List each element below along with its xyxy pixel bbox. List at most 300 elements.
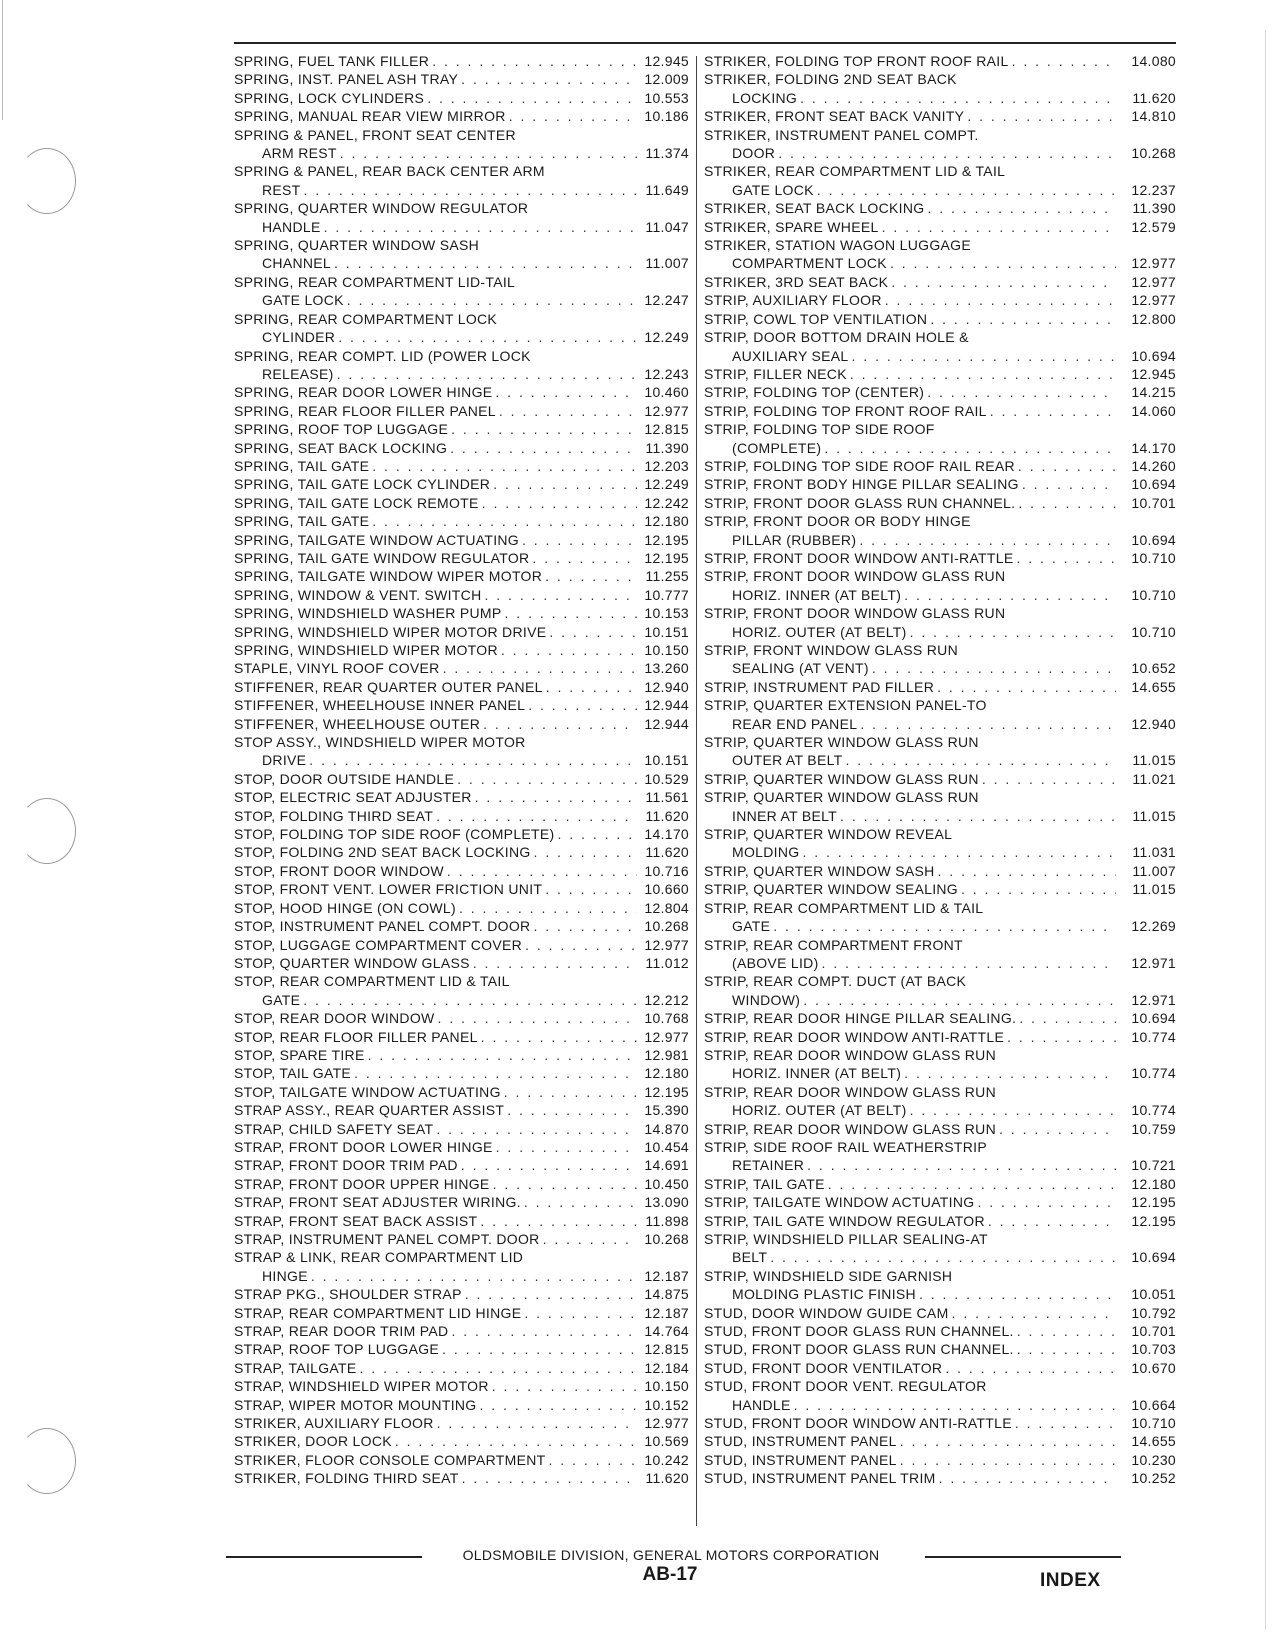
index-entry <box>704 880 1176 898</box>
index-entry <box>704 1212 1176 1230</box>
entry-text: SPRING, REAR DOOR LOWER HINGE <box>234 384 493 401</box>
index-entry <box>704 52 1176 70</box>
dot-leader <box>470 954 637 972</box>
dot-leader <box>434 1414 637 1432</box>
entry-page-ref: 14.875 <box>644 1286 689 1303</box>
entry-text: STRIP, QUARTER WINDOW REVEAL <box>704 826 953 843</box>
entry-page-ref: 10.152 <box>644 1396 689 1413</box>
entry-page-ref: 12.247 <box>644 292 689 309</box>
index-entry <box>234 733 689 770</box>
dot-leader <box>308 1267 637 1285</box>
entry-text: WINDOW) <box>732 991 801 1008</box>
entry-page-ref: 10.774 <box>1131 1065 1176 1082</box>
index-entry <box>234 126 689 163</box>
entry-text: STRIKER, FOLDING THIRD SEAT <box>234 1470 459 1487</box>
entry-page-ref: 10.186 <box>644 108 689 125</box>
dot-leader <box>936 1469 1116 1487</box>
entry-text: GATE <box>732 918 771 935</box>
entry-text: STRAP & LINK, REAR COMPARTMENT LID <box>234 1249 524 1266</box>
dot-leader <box>949 1304 1116 1322</box>
entry-page-ref: 10.151 <box>644 623 689 640</box>
index-entry <box>704 107 1176 125</box>
index-entry <box>704 1322 1176 1340</box>
entry-page-ref: 11.015 <box>1132 881 1176 898</box>
entry-text: BELT <box>732 1249 768 1266</box>
entry-page-ref: 12.203 <box>644 457 689 474</box>
dot-leader <box>1016 1009 1116 1027</box>
entry-text: CYLINDER <box>262 329 336 346</box>
dot-leader <box>888 273 1116 291</box>
dot-leader <box>392 1432 637 1450</box>
entry-text: STRIP, FILLER NECK <box>704 365 847 382</box>
index-entry <box>234 659 689 677</box>
index-entry <box>234 1396 689 1414</box>
index-entry <box>234 512 689 530</box>
dot-leader <box>529 549 637 567</box>
entry-text: STRIP, REAR DOOR WINDOW GLASS RUN <box>704 1083 997 1100</box>
entry-text: HANDLE <box>262 218 321 235</box>
dot-leader <box>935 862 1116 880</box>
dot-leader <box>1014 1322 1116 1340</box>
entry-page-ref: 14.655 <box>1131 678 1176 695</box>
index-entry <box>704 788 1176 825</box>
index-entry <box>704 1469 1176 1487</box>
entry-page-ref: 12.977 <box>1131 273 1176 290</box>
entry-text: STOP, INSTRUMENT PANEL COMPT. DOOR <box>234 918 531 935</box>
dot-leader <box>546 623 637 641</box>
entry-page-ref: 10.701 <box>1131 494 1176 511</box>
entry-text: MOLDING PLASTIC FINISH <box>732 1286 916 1303</box>
index-entry <box>704 604 1176 641</box>
dot-leader <box>942 1359 1116 1377</box>
entry-text: SPRING, TAIL GATE <box>234 457 370 474</box>
entry-text: STOP, FOLDING THIRD SEAT <box>234 807 434 824</box>
entry-text: STOP, SPARE TIRE <box>234 1046 365 1063</box>
entry-text: STRIP, QUARTER WINDOW GLASS RUN <box>704 770 979 787</box>
dot-leader <box>974 1193 1116 1211</box>
entry-text: STOP, HOOD HINGE (ON COWL) <box>234 899 456 916</box>
entry-text: STUD, INSTRUMENT PANEL <box>704 1433 897 1450</box>
entry-text: PILLAR (RUBBER) <box>732 531 857 548</box>
dot-leader <box>357 1359 637 1377</box>
footer-rule <box>226 1556 422 1558</box>
dot-leader <box>985 1212 1116 1230</box>
dot-leader <box>837 807 1116 825</box>
section-label: INDEX <box>1040 1570 1101 1591</box>
page-edge <box>2 0 3 120</box>
entry-page-ref: 11.007 <box>1132 862 1176 879</box>
entry-page-ref: 11.015 <box>1132 807 1176 824</box>
index-entry <box>704 862 1176 880</box>
entry-page-ref: 10.694 <box>1131 476 1176 493</box>
index-entry <box>704 1432 1176 1450</box>
entry-page-ref: 14.764 <box>644 1323 689 1340</box>
index-entry <box>704 162 1176 199</box>
entry-text: STRIP, DOOR BOTTOM DRAIN HOLE & <box>704 329 969 346</box>
entry-text: STUD, FRONT DOOR WINDOW ANTI-RATTLE <box>704 1415 1012 1432</box>
entry-page-ref: 14.215 <box>1131 384 1176 401</box>
index-entry <box>234 420 689 438</box>
entry-text: (COMPLETE) <box>732 439 822 456</box>
entry-text: STRAP, WINDSHIELD WIPER MOTOR <box>234 1378 489 1395</box>
entry-text: STUD, FRONT DOOR VENTILATOR <box>704 1359 943 1376</box>
index-entry <box>234 70 689 88</box>
dot-leader <box>964 107 1116 125</box>
index-entry <box>704 310 1176 328</box>
index-entry <box>234 770 689 788</box>
dot-leader <box>433 1120 637 1138</box>
index-entry <box>704 1028 1176 1046</box>
entry-text: STRIP, REAR DOOR WINDOW ANTI-RATTLE <box>704 1028 1005 1045</box>
entry-page-ref: 10.774 <box>1131 1028 1176 1045</box>
entry-page-ref: 12.940 <box>1131 715 1176 732</box>
dot-leader <box>819 954 1116 972</box>
index-entry <box>704 1046 1176 1083</box>
entry-text: STRAP, REAR DOOR TRIM PAD <box>234 1323 449 1340</box>
dot-leader <box>897 1451 1116 1469</box>
entry-text: RETAINER <box>732 1157 805 1174</box>
dot-leader <box>478 1028 637 1046</box>
index-entry <box>704 236 1176 273</box>
index-column-right <box>704 52 1176 1488</box>
dot-leader <box>907 1101 1116 1119</box>
entry-text: SPRING, TAILGATE WINDOW WIPER MOTOR <box>234 568 543 585</box>
index-entry <box>704 936 1176 973</box>
dot-leader <box>504 1101 637 1119</box>
entry-page-ref: 10.252 <box>1131 1470 1176 1487</box>
entry-text: STOP, REAR COMPARTMENT LID & TAIL <box>234 973 510 990</box>
index-entry <box>234 1285 689 1303</box>
entry-text: STRAP, TAILGATE <box>234 1359 357 1376</box>
entry-text: STRIP, TAIL GATE WINDOW REGULATOR <box>704 1212 985 1229</box>
entry-page-ref: 12.971 <box>1131 954 1176 971</box>
dot-leader <box>907 623 1116 641</box>
index-entry <box>704 678 1176 696</box>
dot-leader <box>448 420 637 438</box>
entry-page-ref: 10.553 <box>644 89 689 106</box>
entry-text: STRIP, FOLDING TOP (CENTER) <box>704 384 925 401</box>
dot-leader <box>847 365 1116 383</box>
entry-page-ref: 12.269 <box>1131 918 1176 935</box>
page-edge <box>1265 30 1266 1630</box>
dot-leader <box>301 181 637 199</box>
dot-leader <box>444 862 637 880</box>
index-entry <box>234 788 689 806</box>
entry-text: SPRING, QUARTER WINDOW REGULATOR <box>234 200 529 217</box>
index-entry <box>234 880 689 898</box>
entry-page-ref: 14.691 <box>644 1157 689 1174</box>
index-entry <box>704 494 1176 512</box>
entry-page-ref: 12.237 <box>1131 181 1176 198</box>
entry-page-ref: 10.694 <box>1131 531 1176 548</box>
entry-page-ref: 10.150 <box>644 1378 689 1395</box>
entry-text: STRIKER, SEAT BACK LOCKING <box>704 200 925 217</box>
entry-page-ref: 12.180 <box>1131 1175 1176 1192</box>
dot-leader <box>546 1451 638 1469</box>
dot-leader <box>882 291 1116 309</box>
index-entry <box>704 1175 1176 1193</box>
dot-leader <box>440 659 637 677</box>
entry-text: STRIKER, INSTRUMENT PANEL COMPT. <box>704 126 979 143</box>
entry-text: AUXILIARY SEAL <box>732 347 849 364</box>
entry-text: HINGE <box>262 1267 308 1284</box>
entry-text: STRIKER, FRONT SEAT BACK VANITY <box>704 108 965 125</box>
entry-text: STRIKER, REAR COMPARTMENT LID & TAIL <box>704 163 1006 180</box>
entry-text: STRIP, REAR DOOR WINDOW GLASS RUN <box>704 1120 997 1137</box>
entry-page-ref: 10.716 <box>644 862 689 879</box>
dot-leader <box>337 144 637 162</box>
entry-text: STRAP, REAR COMPARTMENT LID HINGE <box>234 1304 522 1321</box>
entry-page-ref: 11.015 <box>1132 752 1176 769</box>
dot-leader <box>369 457 637 475</box>
dot-leader <box>462 1285 637 1303</box>
index-entry <box>234 1322 689 1340</box>
entry-page-ref: 12.579 <box>1131 218 1176 235</box>
entry-page-ref: 12.945 <box>1131 365 1176 382</box>
dot-leader <box>498 641 637 659</box>
entry-text: SPRING, FUEL TANK FILLER <box>234 53 430 69</box>
index-entry <box>704 402 1176 420</box>
index-entry <box>234 1469 689 1487</box>
dot-leader <box>856 531 1116 549</box>
index-entry <box>234 1064 689 1082</box>
dot-leader <box>797 89 1116 107</box>
entry-text: STRIKER, DOOR LOCK <box>234 1433 392 1450</box>
dot-leader <box>456 899 637 917</box>
entry-text: CHANNEL <box>262 255 332 272</box>
index-entry <box>234 1212 689 1230</box>
index-column-left <box>234 52 689 1488</box>
entry-page-ref: 10.710 <box>1131 549 1176 566</box>
entry-text: HORIZ. OUTER (AT BELT) <box>732 623 907 640</box>
dot-leader <box>916 1285 1116 1303</box>
entry-text: SPRING, SEAT BACK LOCKING <box>234 439 448 456</box>
entry-text: HORIZ. OUTER (AT BELT) <box>732 1102 907 1119</box>
entry-page-ref: 14.655 <box>1131 1433 1176 1450</box>
entry-page-ref: 11.021 <box>1132 770 1176 787</box>
dot-leader <box>770 917 1116 935</box>
entry-text: STOP ASSY., WINDSHIELD WIPER MOTOR <box>234 734 526 751</box>
entry-page-ref: 12.977 <box>644 402 689 419</box>
index-entry <box>234 1083 689 1101</box>
entry-page-ref: 14.060 <box>1131 402 1176 419</box>
entry-text: SPRING, ROOF TOP LUGGAGE <box>234 421 449 438</box>
index-entry <box>234 1432 689 1450</box>
entry-page-ref: 11.012 <box>645 954 689 971</box>
dot-leader <box>542 567 637 585</box>
entry-page-ref: 12.977 <box>644 1028 689 1045</box>
dot-leader <box>300 991 637 1009</box>
entry-page-ref: 10.694 <box>1131 347 1176 364</box>
entry-text: SPRING, WINDSHIELD WASHER PUMP <box>234 605 502 622</box>
dot-leader <box>924 199 1116 217</box>
entry-text: SPRING, INST. PANEL ASH TRAY <box>234 71 459 88</box>
index-entry <box>704 273 1176 291</box>
entry-text: STRIP, FOLDING TOP SIDE ROOF <box>704 421 935 438</box>
entry-text: HORIZ. INNER (AT BELT) <box>732 586 902 603</box>
dot-leader <box>987 402 1116 420</box>
punch-hole-icon <box>18 798 76 864</box>
dot-leader <box>814 181 1116 199</box>
index-entry <box>234 383 689 401</box>
dot-leader <box>821 439 1116 457</box>
punch-hole-icon <box>18 1428 76 1494</box>
entry-page-ref: 13.260 <box>644 660 689 677</box>
dot-leader <box>435 1009 637 1027</box>
entry-page-ref: 14.810 <box>1131 108 1176 125</box>
index-entry <box>234 567 689 585</box>
entry-text: STRIP, FRONT DOOR WINDOW GLASS RUN <box>704 605 1006 622</box>
entry-text: STRIKER, SPARE WHEEL <box>704 218 879 235</box>
dot-leader <box>335 328 637 346</box>
entry-page-ref: 11.561 <box>645 789 689 806</box>
entry-text: STIFFENER, REAR QUARTER OUTER PANEL <box>234 678 543 695</box>
entry-text: SPRING, TAIL GATE WINDOW REGULATOR <box>234 549 530 566</box>
index-entry <box>234 52 689 70</box>
index-entry <box>704 70 1176 107</box>
index-entry <box>234 586 689 604</box>
entry-page-ref: 10.051 <box>1131 1286 1176 1303</box>
entry-text: MOLDING <box>732 844 800 861</box>
entry-text: STRAP, INSTRUMENT PANEL COMPT. DOOR <box>234 1231 540 1247</box>
index-entry <box>234 107 689 125</box>
index-entry <box>234 1340 689 1358</box>
index-entry <box>234 347 689 384</box>
entry-page-ref: 12.977 <box>644 1415 689 1432</box>
index-entry <box>704 1267 1176 1304</box>
footer-rule <box>925 1556 1121 1558</box>
dot-leader <box>480 715 637 733</box>
entry-page-ref: 12.800 <box>1131 310 1176 327</box>
entry-page-ref: 10.454 <box>644 1138 689 1155</box>
entry-page-ref: 12.815 <box>644 421 689 438</box>
entry-page-ref: 10.664 <box>1131 1396 1176 1413</box>
entry-text: STOP, FRONT VENT. LOWER FRICTION UNIT <box>234 881 543 898</box>
dot-leader <box>334 365 637 383</box>
entry-text: STRAP ASSY., REAR QUARTER ASSIST <box>234 1102 505 1119</box>
index-entry <box>704 770 1176 788</box>
entry-text: STRIKER, AUXILIARY FLOOR <box>234 1415 434 1432</box>
entry-text: STRIP, TAIL GATE <box>704 1175 825 1192</box>
entry-text: STRIP, TAILGATE WINDOW ACTUATING <box>704 1194 975 1211</box>
entry-page-ref: 12.212 <box>644 991 689 1008</box>
entry-page-ref: 10.569 <box>644 1433 689 1450</box>
dot-leader <box>799 843 1116 861</box>
entry-page-ref: 10.268 <box>644 918 689 935</box>
dot-leader <box>447 439 637 457</box>
entry-text: STRAP, FRONT DOOR UPPER HINGE <box>234 1175 490 1192</box>
index-entry <box>234 1101 689 1119</box>
entry-page-ref: 10.774 <box>1131 1102 1176 1119</box>
entry-text: DOOR <box>732 145 776 162</box>
entry-text: COMPARTMENT LOCK <box>732 255 887 272</box>
index-entry <box>234 1046 689 1064</box>
index-entry <box>704 457 1176 475</box>
entry-text: STRIKER, FOLDING TOP FRONT ROOF RAIL <box>704 53 1009 69</box>
index-entry <box>234 494 689 512</box>
entry-page-ref: 10.703 <box>1131 1341 1176 1358</box>
entry-page-ref: 12.180 <box>644 513 689 530</box>
index-entry <box>234 715 689 733</box>
index-entry <box>704 218 1176 236</box>
index-entry <box>704 199 1176 217</box>
punch-hole-icon <box>18 148 76 214</box>
entry-text: STOP, DOOR OUTSIDE HANDLE <box>234 770 455 787</box>
index-entry <box>234 199 689 236</box>
index-entry <box>234 1009 689 1027</box>
entry-text: STRAP, WIPER MOTOR MOUNTING <box>234 1396 477 1413</box>
entry-page-ref: 11.620 <box>1132 89 1176 106</box>
entry-text: STRIP, AUXILIARY FLOOR <box>704 292 882 309</box>
dot-leader <box>365 1046 637 1064</box>
entry-page-ref: 11.898 <box>645 1212 689 1229</box>
index-entry <box>704 1193 1176 1211</box>
entry-text: STUD, DOOR WINDOW GUIDE CAM <box>704 1304 949 1321</box>
entry-text: SPRING, WINDSHIELD WIPER MOTOR <box>234 642 498 658</box>
entry-text: SPRING, REAR FLOOR FILLER PANEL <box>234 402 496 419</box>
index-entry <box>234 1304 689 1322</box>
index-entry <box>234 162 689 199</box>
entry-text: GATE <box>262 991 301 1008</box>
index-entry <box>234 236 689 273</box>
index-entry <box>234 531 689 549</box>
dot-leader <box>825 1175 1116 1193</box>
dot-leader <box>958 880 1116 898</box>
dot-leader <box>439 1340 637 1358</box>
dot-leader <box>321 218 637 236</box>
entry-page-ref: 10.153 <box>644 605 689 622</box>
entry-text: STRIP, REAR COMPARTMENT LID & TAIL <box>704 899 984 916</box>
index-entry <box>234 402 689 420</box>
dot-leader <box>887 254 1116 272</box>
dot-leader <box>901 586 1116 604</box>
dot-leader <box>542 880 637 898</box>
entry-text: STRIP, FRONT BODY HINGE PILLAR SEALING <box>704 476 1019 493</box>
dot-leader <box>351 1064 637 1082</box>
entry-text: SPRING, WINDSHIELD WIPER MOTOR DRIVE <box>234 623 547 640</box>
entry-text: STRIP, WINDSHIELD SIDE GARNISH <box>704 1267 953 1284</box>
dot-leader <box>555 825 637 843</box>
index-entry <box>704 475 1176 493</box>
entry-page-ref: 10.460 <box>644 384 689 401</box>
index-entry <box>704 126 1176 163</box>
entry-text: STRIP, FRONT WINDOW GLASS RUN <box>704 642 958 658</box>
entry-text: STOP, FRONT DOOR WINDOW <box>234 862 444 879</box>
entry-page-ref: 10.694 <box>1131 1010 1176 1027</box>
entry-text: SEALING (AT VENT) <box>732 660 869 677</box>
dot-leader <box>979 770 1116 788</box>
dot-leader <box>522 936 637 954</box>
dot-leader <box>1004 1028 1116 1046</box>
index-entry <box>704 365 1176 383</box>
index-entry <box>704 972 1176 1009</box>
index-entry <box>234 623 689 641</box>
dot-leader <box>1015 457 1116 475</box>
dot-leader <box>531 843 637 861</box>
index-columns <box>234 52 1176 1542</box>
entry-page-ref: 11.374 <box>645 145 689 162</box>
entry-text: STRAP, ROOF TOP LUGGAGE <box>234 1341 440 1358</box>
dot-leader <box>458 1156 637 1174</box>
entry-text: STRIP, FRONT DOOR WINDOW ANTI-RATTLE <box>704 549 1014 566</box>
index-entry <box>234 807 689 825</box>
index-entry <box>704 291 1176 309</box>
index-entry <box>704 733 1176 770</box>
dot-leader <box>869 659 1116 677</box>
entry-page-ref: 10.721 <box>1131 1157 1176 1174</box>
entry-page-ref: 11.007 <box>645 255 689 272</box>
index-entry <box>704 383 1176 401</box>
